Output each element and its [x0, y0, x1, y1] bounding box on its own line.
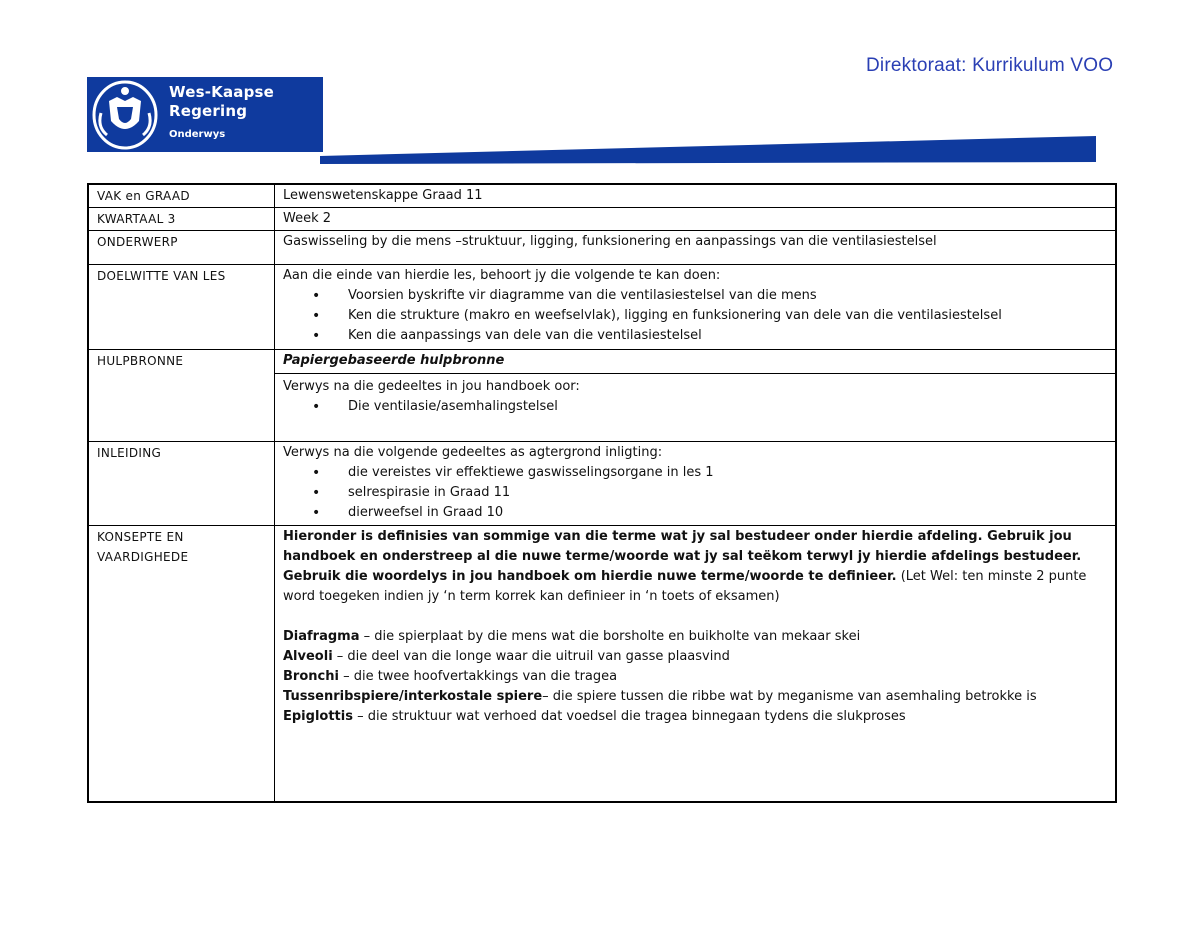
inleiding-list [283, 463, 1107, 523]
term-definition: – die twee hoofvertakkings van die tragea [338, 669, 618, 684]
logo-line1: Wes-Kaapse [169, 83, 275, 101]
row-doelwitte [88, 265, 1116, 350]
list-item: • Die ventilasie/asemhalingstelsel [339, 397, 1107, 417]
instruction-note: (Let Wel: ten minste 2 punte word toegeken indien jy ‘n term korrek kan definieer in ‘n toets of eksamen) [283, 569, 1087, 604]
doelwitte-intro: Aan die einde van hierdie les, behoort jy die volgende te kan doen: [283, 268, 721, 283]
row-hulpbronne [88, 350, 1116, 442]
label-hulpbronne: HULPBRONNE [88, 350, 275, 442]
term-item [283, 707, 1107, 727]
logo-line2: Regering [169, 102, 248, 120]
term-name: Alveoli [283, 649, 333, 664]
row-konsepte [88, 526, 1116, 802]
value-onderwerp: Gaswisseling by die mens –struktuur, ligging, funksionering en aanpassings van die ventilasiestelsel [275, 231, 1117, 265]
label-inleiding: INLEIDING [88, 442, 275, 526]
term-definition: – die deel van die longe waar die uitruil van gasse plaasvind [332, 649, 730, 664]
list-item: • selrespirasie in Graad 11 [339, 483, 1107, 503]
list-item: • die vereistes vir effektiewe gaswisselingsorgane in les 1 [339, 463, 1107, 483]
label-konsepte-line2: VAARDIGHEDE [97, 550, 189, 564]
hulpbronne-heading: Papiergebaseerde hulpbronne [283, 353, 505, 368]
instruction-bold: Hieronder is definisies van sommige van die terme wat jy sal bestudeer onder hierdie afdeling. Gebruik jou handboek en onderstreep al die nuwe terme/woorde wat jy sal teëkom terwyl jy hierdie afdelings bestudeer. Gebruik die woordelys in jou handboek om hierdie nuwe terme/woorde te definieer. [283, 529, 1082, 584]
value-vak: Lewenswetenskappe Graad 11 [275, 184, 1117, 208]
directorate-title: Direktoraat: Kurrikulum VOO [866, 55, 1114, 76]
list-item: • Ken die aanpassings van dele van die ventilasiestelsel [339, 326, 1107, 346]
term-name: Tussenribspiere/interkostale spiere [283, 689, 543, 704]
term-item [283, 687, 1107, 707]
term-item [283, 647, 1107, 667]
term-name: Bronchi [283, 669, 339, 684]
row-inleiding [88, 442, 1116, 526]
row-onderwerp [88, 231, 1116, 265]
doelwitte-list [283, 286, 1107, 346]
term-item [283, 667, 1107, 687]
list-item: • Voorsien byskrifte vir diagramme van die ventilasiestelsel van die mens [339, 286, 1107, 306]
hulpbronne-intro: Verwys na die gedeeltes in jou handboek oor: [283, 379, 580, 394]
value-hulpbronne [275, 350, 1117, 442]
hulpbronne-section [275, 373, 1115, 421]
row-vak [88, 184, 1116, 208]
label-kwartaal: KWARTAAL 3 [88, 208, 275, 231]
government-logo [87, 77, 323, 152]
term-name: Diafragma [283, 629, 360, 644]
term-item [283, 627, 1107, 647]
inleiding-intro: Verwys na die volgende gedeeltes as agtergrond inligting: [283, 445, 663, 460]
row-kwartaal [88, 208, 1116, 231]
value-inleiding [275, 442, 1117, 526]
list-item: • dierweefsel in Graad 10 [339, 503, 1107, 523]
label-doelwitte: DOELWITTE VAN LES [88, 265, 275, 350]
label-konsepte [88, 526, 275, 802]
value-doelwitte [275, 265, 1117, 350]
coat-of-arms-icon [87, 77, 161, 152]
label-onderwerp: ONDERWERP [88, 231, 275, 265]
value-kwartaal: Week 2 [275, 208, 1117, 231]
term-definition: – die struktuur wat verhoed dat voedsel die tragea binnegaan tydens die slukproses [352, 709, 906, 724]
list-item: • Ken die strukture (makro en weefselvlak), ligging en funksionering van dele van die ventilasiestelsel [339, 306, 1107, 326]
label-konsepte-line1: KONSEPTE EN [97, 530, 184, 544]
term-name: Epiglottis [283, 709, 353, 724]
lesson-plan-table [87, 183, 1117, 803]
term-definition: – die spiere tussen die ribbe wat by meganisme van asemhaling betrokke is [542, 689, 1037, 704]
term-definition: – die spierplaat by die mens wat die borsholte en buikholte van mekaar skei [359, 629, 861, 644]
konsepte-instruction [283, 527, 1107, 607]
header-swoosh [320, 134, 1100, 164]
value-konsepte [275, 526, 1117, 802]
logo-department: Onderwys [169, 129, 226, 140]
label-vak: VAK en GRAAD [88, 184, 275, 208]
hulpbronne-list [283, 397, 1107, 417]
